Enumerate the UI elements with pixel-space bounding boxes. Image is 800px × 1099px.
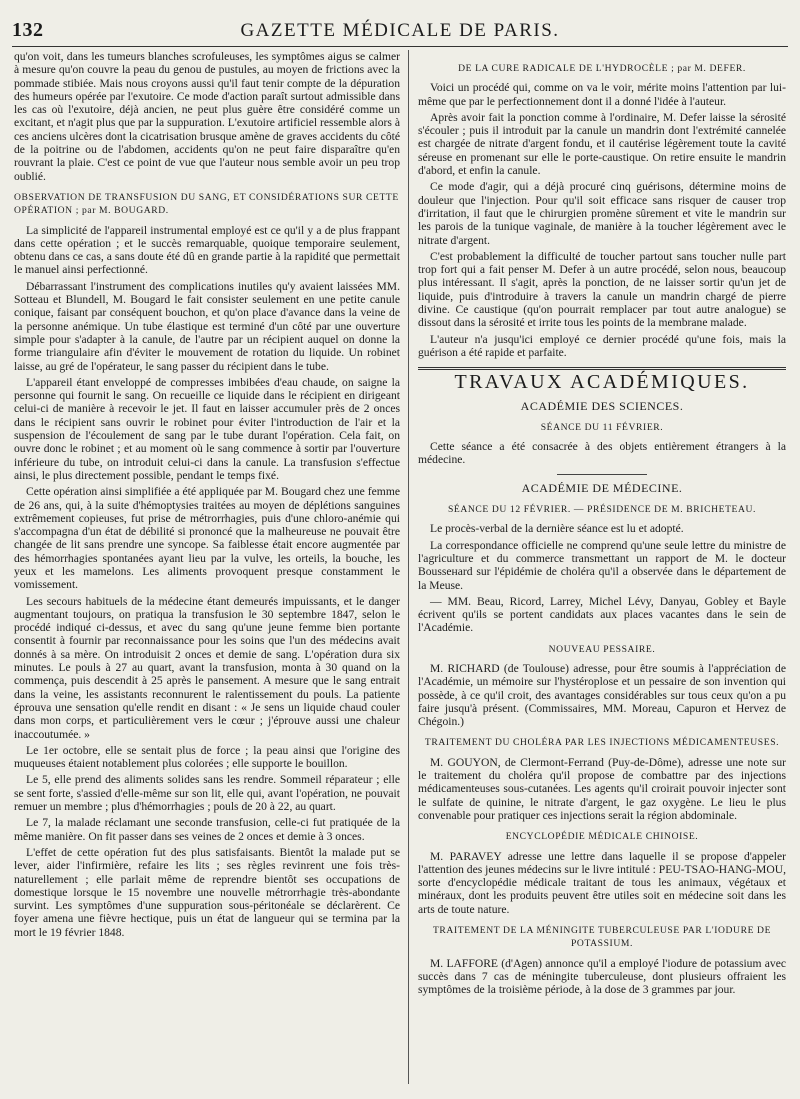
- body-paragraph: Le 5, elle prend des aliments solides sans les rendre. Sommeil réparateur ; elle se sent forte, s'assied d'elle-même sur son lit, elle qui, avant l'opération, ne pouvait remuer un membre ; plus d'hémorrhagies ; pouls de 20 à 22, au quart.: [14, 773, 400, 814]
- cholera-title: TRAITEMENT DU CHOLÉRA PAR LES INJECTIONS MÉDICAMENTEUSES.: [424, 737, 780, 749]
- intro-paragraph: qu'on voit, dans les tumeurs blanches scrofuleuses, les symptômes aigus se calmer à mesure qu'on couvre la peau du genou de pustules, au moyen de frictions avec la pommade stibiée. Mais nous croyons aussi qu'il faut tenir compte de la dépuration des humeurs opérée par l'exutoire. Ce mode d'action paraît surtout admissible dans les cas où l'exutoire, déjà ancien, ne peut plus guère être considéré comme un excitant, et n'agit plus que par la suppuration. L'exutoire artificiel ressemble alors à ces anciens ulcères dont la cicatrisation brusque amène de graves accidents du côté de la poitrine ou de l'abdomen, accidents qu'on ne peut faire disparaître qu'en rouvrant la plaie. C'est ce point de vue que l'auteur nous semble avoir un peu trop oublié.: [14, 50, 400, 183]
- page-header: [12, 16, 788, 42]
- encyclopedie-title: ENCYCLOPÉDIE MÉDICALE CHINOISE.: [505, 831, 699, 843]
- body-paragraph: Voici un procédé qui, comme on va le voir, mérite moins l'attention par lui-même que par le perfectionnement dont il a donné l'idée à l'auteur.: [418, 81, 786, 108]
- body-paragraph: Les secours habituels de la médecine étant demeurés impuissants, et le danger augmentant toujours, on pratiqua la transfusion le 30 septembre 1847, selon le procédé indiqué ci-dessus, et avec du sang qu'une jeune femme bien portante consentit à fournir par reconnaissance pour les soins que l'un des médecins avait donnés à sa mère. On introduisit 2 onces et demie de sang. L'opération dura six minutes. Le pouls à 27 au quart, avant la transfusion, monta à 30 quand on la commença, puis descendit à 25 après le pansement. A mesure que le sang entrait dans la veine, les assistants reconnurent le ralentissement du pouls. La patiente éprouva une sensation qu'elle rendit en disant : « Je sens un liquide chaud couler dans mon corps, et particulièrement vers le cœur ; j'éprouve aussi une chaleur inaccoutumée. »: [14, 594, 400, 741]
- body-paragraph: M. LAFFORE (d'Agen) annonce qu'il a employé l'iodure de potassium avec succès dans 7 cas de méningite tuberculeuse, dont plusieurs offraient les symptômes de la troisième période, à la dose de 3 grammes par jour.: [418, 956, 786, 997]
- pessaire-title: NOUVEAU PESSAIRE.: [548, 643, 656, 655]
- body-paragraph: L'effet de cette opération fut des plus satisfaisants. Bientôt la malade put se lever, aider l'infirmière, refaire les lits ; ses règles revinrent une fois très-naturellement ; elle parlait même de reprendre bientôt ses occupations de domestique lorsque le 15 novembre une nouvelle métrorrhagie très-abondante survint. Les symptômes d'une suppuration sous-péritonéale se déclarèrent. Ce foyer amena une fièvre hectique, puis un état de langueur qui se termina par la mort le 19 février 1848.: [14, 845, 400, 939]
- short-rule: [557, 474, 647, 475]
- header-rule: [12, 46, 788, 47]
- running-title: GAZETTE MÉDICALE DE PARIS.: [240, 20, 560, 41]
- body-paragraph: Après avoir fait la ponction comme à l'ordinaire, M. Defer laisse la sérosité s'écouler ; puis il introduit par la canule un mandrin dont l'extrémité cannelée est chargée de nitrate d'argent fondu, et il cautérise légèrement toute la cavité séreuse en promenant sur elle le porte-caustique. On retire ensuite le mandrin d'abord, et enfin la canule.: [418, 110, 786, 178]
- transfusion-section-title: OBSERVATION DE TRANSFUSION DU SANG, ET CONSIDÉRATIONS SUR CETTE OPÉRATION ; par M. BOUGARD.: [14, 191, 399, 217]
- body-paragraph: Le 1er octobre, elle se sentait plus de force ; la peau ainsi que l'origine des muqueuses étaient notablement plus colorées ; elle supporte le bouillon.: [14, 743, 400, 771]
- column-divider: [408, 50, 409, 1084]
- body-paragraph: L'appareil étant enveloppé de compresses imbibées d'eau chaude, on saigne la personne qui fournit le sang. On recueille ce liquide dans le récipient en dirigeant celui-ci de manière à recevoir le jet. Il faut en laisser accumuler près de 2 onces dans le récipient sans ouvrir le robinet pour éviter l'introduction de l'air et la suspension de l'écoulement de sang par le tube durant l'opération. Cela fait, on ouvre donc le robinet ; et au moment où le sang commence à sortir par l'ouverture inférieure du tube, on introduit celui-ci dans la canule. La transfusion s'effectue ainsi, le plus directement possible, pendant le temps fixé.: [14, 375, 400, 482]
- body-paragraph: M. GOUYON, de Clermont-Ferrand (Puy-de-Dôme), adresse une note sur le traitement du choléra qu'il propose de combattre par des injections médicamenteuses sous-cutanées. Les agents qu'il croirait pouvoir injecter sont le sulfate de quinine, le nitrate d'argent, le gaz oxygène. Le lieu le plus convenable pour pratiquer ces injections serait la région abdominale.: [418, 755, 786, 822]
- left-column: [14, 50, 400, 942]
- body-paragraph: — MM. Beau, Ricord, Larrey, Michel Lévy, Danyau, Gobley et Bayle écrivent qu'ils se portent candidats aux places vacantes dans le sein de l'Académie.: [418, 594, 786, 635]
- meningite-title: TRAITEMENT DE LA MÉNINGITE TUBERCULEUSE PAR L'IODURE DE POTASSIUM.: [432, 925, 772, 950]
- body-paragraph: La simplicité de l'appareil instrumental employé est ce qu'il y a de plus frappant dans cette opération ; et le succès remarquable, quoique temporaire seulement, obtenu dans ce cas, a sans doute été dû en grande partie à la rapidité que permettait le manuel ainsi perfectionné.: [14, 223, 400, 277]
- page-number: 132: [12, 19, 44, 41]
- body-paragraph: Cette séance a été consacrée à des objets entièrement étrangers à la médecine.: [418, 440, 786, 467]
- right-column: [418, 50, 786, 1000]
- medecine-seance: SÉANCE DU 12 FÉVRIER. — PRÉSIDENCE DE M. BRICHETEAU.: [447, 504, 757, 516]
- travaux-title: TRAVAUX ACADÉMIQUES.: [454, 371, 750, 394]
- body-paragraph: Ce mode d'agir, qui a déjà procuré cinq guérisons, détermine moins de douleur que l'injection. Pour qu'il soit efficace sans risquer de causer trop d'irritation, il faut que le chirurgien promène sûrement et vite le mandrin sur les parois de la tunique vaginale, de manière à la toucher légèrement avec le nitrate d'argent.: [418, 180, 786, 247]
- body-paragraph: Le 7, la malade réclamant une seconde transfusion, celle-ci fut pratiquée de la même manière. On fit passer dans ses veines de 2 onces et demie à 3 onces.: [14, 816, 400, 843]
- body-paragraph: Débarrassant l'instrument des complications inutiles qu'y avaient laissées MM. Sotteau et Blundell, M. Bougard le fait consister seulement en une petite canule conique, faisant par conséquent bouchon, et qu'on place d'avance dans la veine de la personne anémique. Un tube élastique est terminé d'un côté par une ouverture simple pour s'adapter à la canule, de l'autre par un récipient auquel on donne la forme triangulaire afin d'éviter le mouvement de rotation du liquide. Un robinet laisse, au gré de l'opérateur, le sang passer du récipient dans le tube.: [14, 279, 400, 373]
- body-paragraph: C'est probablement la difficulté de toucher partout sans toucher nulle part trop fort qui a fait penser M. Defer à un autre procédé, selon nous, beaucoup plus intéressant. Il s'agit, après la ponction, de ne laisser sortir qu'un jet de liquide, puis d'introduire à travers la canule un mandrin chargé de pierre divine. Ce caustique (qu'on pourrait remplacer par tout autre analogue) se dissout dans la sérosité et irrite tous les points de la membrane malade.: [418, 249, 786, 330]
- body-paragraph: L'auteur n'a jusqu'ici employé ce dernier procédé qu'une fois, mais la guérison a été rapide et parfaite.: [418, 332, 786, 359]
- body-paragraph: Cette opération ainsi simplifiée a été appliquée par M. Bougard chez une femme de 26 ans, qui, à la suite d'hémoptysies traitées au moyen de déplétions sanguines extrêmement copieuses, fut prise de métrorrhagies, puis d'une chloro-anémie qui s'accompagna d'un état de débilité si prononcé que la malheureuse ne pouvait être changée de lit sans prendre une syncope. Sa faiblesse était encore augmentée par des hémorrhagies spontanées ayant lieu par la vulve, les orteils, la bouche, les yeux et les mamelons. Les aliments provoquent presque constamment le vomissement.: [14, 485, 400, 592]
- body-paragraph: Le procès-verbal de la dernière séance est lu et adopté.: [430, 522, 684, 536]
- academie-sciences-title: ACADÉMIE DES SCIENCES.: [520, 398, 684, 413]
- academie-medecine-title: ACADÉMIE DE MÉDECINE.: [521, 480, 683, 495]
- body-paragraph: M. PARAVEY adresse une lettre dans laquelle il se propose d'appeler l'attention des jeunes médecins sur le livre intitulé : PEU-TSAO-HANG-MOU, sorte d'encyclopédie médicale traitant de tous les animaux, végétaux et minéraux, dont les produits peuvent être utiles soit en médecine soit dans les arts de toute nature.: [418, 849, 786, 916]
- section-divider: [418, 367, 786, 370]
- body-paragraph: M. RICHARD (de Toulouse) adresse, pour être soumis à l'appréciation de l'Académie, un mémoire sur l'hystéroplose et un pessaire de son invention qui possède, à ce qu'il croit, des avantages considérables sur tous ceux qu'on a pu faire jusqu'à présent. (Commissaires, MM. Moreau, Capuron et Hervez de Chégoin.): [418, 661, 786, 729]
- body-paragraph: La correspondance officielle ne comprend qu'une seule lettre du ministre de l'agriculture et du commerce transmettant un rapport de M. le docteur Bousseнard sur l'épidémie de choléra qu'il a observée dans le département de la Meuse.: [418, 538, 786, 592]
- sciences-seance: SÉANCE DU 11 FÉVRIER.: [540, 421, 664, 433]
- hydrocele-title: DE LA CURE RADICALE DE L'HYDROCÈLE ; par M. DEFER.: [458, 63, 746, 74]
